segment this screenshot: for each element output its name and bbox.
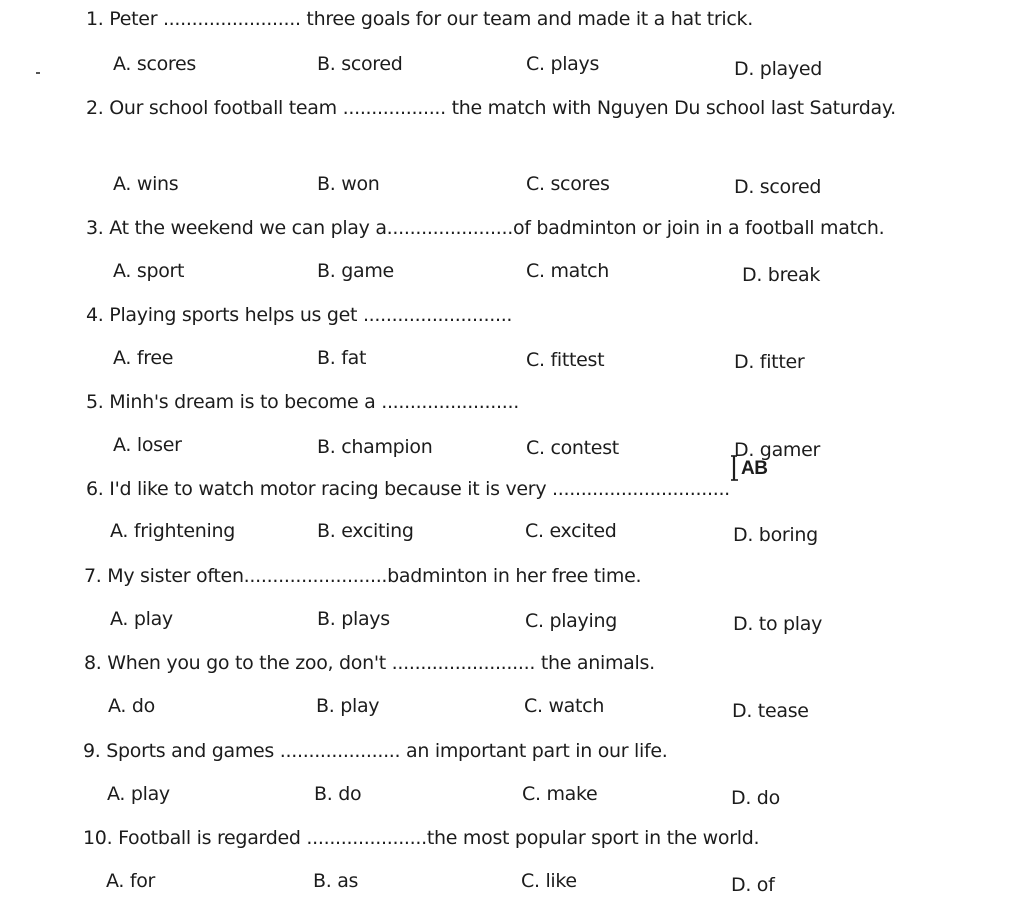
option-a[interactable]: A. for: [106, 870, 156, 892]
question-stem: I'd like to watch motor racing because it is very ...............................: [109, 478, 730, 500]
question-number: 10.: [83, 827, 113, 849]
question-10-options: [0, 870, 1024, 896]
option-d[interactable]: D. to play: [733, 613, 823, 635]
option-b[interactable]: B. fat: [317, 347, 367, 369]
option-c[interactable]: C. excited: [525, 520, 617, 542]
question-9: [83, 740, 943, 762]
question-5-options: [0, 434, 1024, 460]
question-8: [84, 652, 944, 674]
question-number: 6.: [86, 478, 104, 500]
question-number: 2.: [86, 97, 104, 119]
question-stem: When you go to the zoo, don't ......................... the animals.: [107, 652, 655, 674]
option-c[interactable]: C. fittest: [526, 349, 605, 371]
question-number: 7.: [84, 565, 102, 587]
question-6-options: [0, 520, 1024, 546]
option-d[interactable]: D. boring: [733, 524, 818, 546]
option-b[interactable]: B. as: [313, 870, 359, 892]
question-2: [86, 92, 948, 124]
option-a[interactable]: A. free: [113, 347, 174, 369]
option-b[interactable]: B. champion: [317, 436, 433, 458]
option-b[interactable]: B. do: [314, 783, 362, 805]
option-b[interactable]: B. scored: [317, 53, 403, 75]
option-b[interactable]: B. exciting: [317, 520, 414, 542]
option-a[interactable]: A. play: [107, 783, 170, 805]
question-5: [86, 391, 946, 413]
option-d[interactable]: D. fitter: [734, 351, 805, 373]
option-d[interactable]: D. gamer: [734, 439, 821, 461]
option-b[interactable]: B. game: [317, 260, 394, 282]
option-c[interactable]: C. make: [522, 783, 598, 805]
question-stem: Peter ........................ three goals for our team and made it a hat trick.: [109, 8, 753, 30]
option-a[interactable]: A. loser: [113, 434, 182, 456]
option-c[interactable]: C. plays: [526, 53, 600, 75]
option-d[interactable]: D. break: [742, 264, 821, 286]
question-number: 8.: [84, 652, 102, 674]
question-7-options: [0, 608, 1024, 634]
option-d[interactable]: D. played: [734, 58, 822, 80]
option-a[interactable]: A. do: [108, 695, 155, 717]
option-a[interactable]: A. sport: [113, 260, 185, 282]
option-c[interactable]: C. watch: [524, 695, 605, 717]
option-d[interactable]: D. of: [731, 874, 775, 896]
question-3: [86, 217, 946, 239]
question-stem: Sports and games ..................... an important part in our life.: [106, 740, 668, 762]
question-9-options: [0, 783, 1024, 809]
question-stem: Our school football team .................. the match with Nguyen Du school last Saturday.: [109, 97, 896, 119]
option-a[interactable]: A. play: [110, 608, 173, 630]
question-10: [83, 827, 943, 849]
cursor-badge: AB: [741, 458, 768, 479]
option-c[interactable]: C. contest: [526, 437, 619, 459]
question-number: 1.: [86, 8, 104, 30]
question-number: 9.: [83, 740, 101, 762]
question-number: 4.: [86, 304, 104, 326]
option-a[interactable]: A. scores: [113, 53, 196, 75]
option-d[interactable]: D. tease: [732, 700, 809, 722]
question-1: [86, 8, 946, 30]
question-8-options: [0, 695, 1024, 721]
question-6: [86, 478, 946, 500]
option-c[interactable]: C. match: [526, 260, 610, 282]
question-number: 3.: [86, 217, 104, 239]
option-c[interactable]: C. playing: [525, 610, 617, 632]
question-stem: Playing sports helps us get ..........................: [109, 304, 513, 326]
question-3-options: [0, 260, 1024, 286]
option-b[interactable]: B. plays: [317, 608, 390, 630]
option-a[interactable]: A. wins: [113, 173, 179, 195]
question-2-options: [0, 173, 1024, 199]
question-7: [84, 565, 944, 587]
option-c[interactable]: C. like: [521, 870, 577, 892]
question-1-options: [0, 53, 1024, 79]
option-a[interactable]: A. frightening: [110, 520, 235, 542]
question-stem: Minh's dream is to become a ........................: [109, 391, 519, 413]
option-c[interactable]: C. scores: [526, 173, 610, 195]
option-b[interactable]: B. won: [317, 173, 380, 195]
question-4: [86, 304, 946, 326]
question-number: 5.: [86, 391, 104, 413]
option-d[interactable]: D. scored: [734, 176, 822, 198]
question-4-options: [0, 347, 1024, 373]
question-stem: My sister often.........................badminton in her free time.: [107, 565, 642, 587]
question-stem: Football is regarded .....................the most popular sport in the world.: [118, 827, 760, 849]
option-d[interactable]: D. do: [731, 787, 780, 809]
option-b[interactable]: B. play: [316, 695, 380, 717]
question-stem: At the weekend we can play a......................of badminton or join in a football match.: [109, 217, 885, 239]
